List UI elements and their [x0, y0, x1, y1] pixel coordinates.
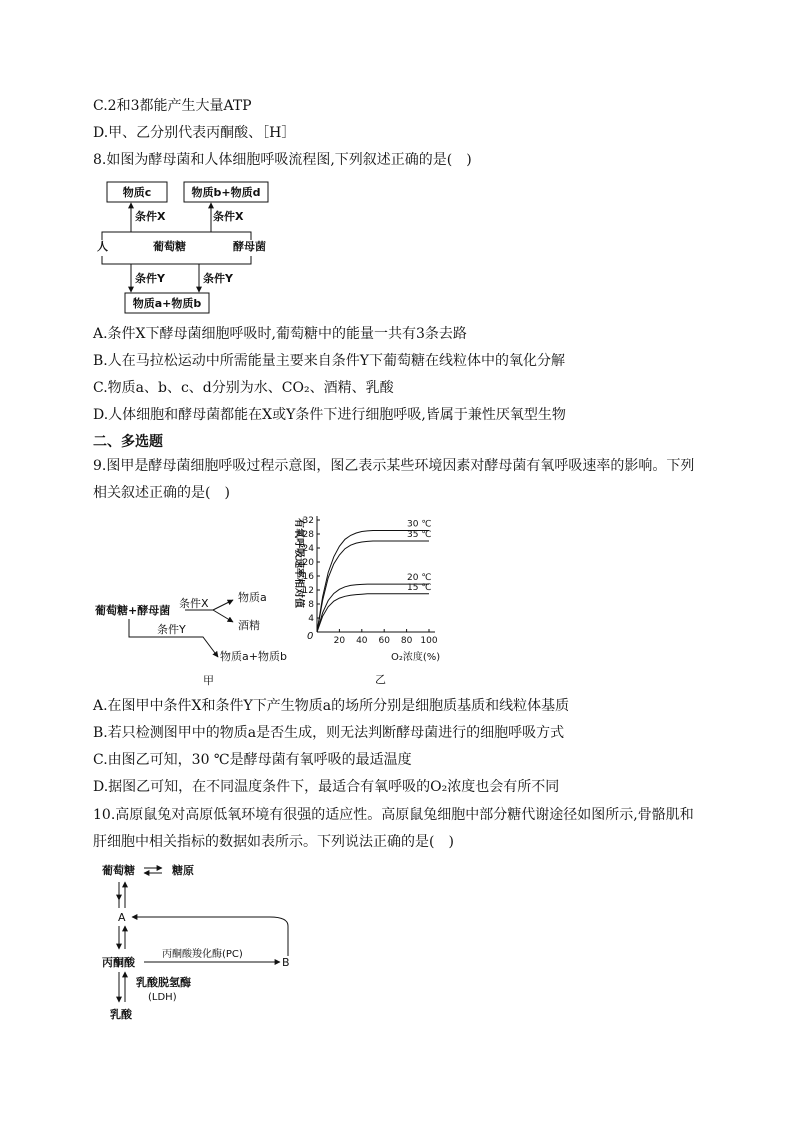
chart-xlabel: O₂浓度(%) — [391, 652, 441, 663]
label-lactate: 乳酸 — [110, 1008, 132, 1021]
question-8: 8.如图为酵母菌和人体细胞呼吸流程图,下列叙述正确的是( ) — [93, 152, 472, 168]
option-q8d: D.人体细胞和酵母菌都能在X或Y条件下进行细胞呼吸,皆属于兼性厌氧型生物 — [93, 407, 566, 423]
chart-y-tick-label: 16 — [302, 572, 314, 582]
chart-series-label-0: 30 ℃ — [407, 519, 432, 530]
label-b: B — [282, 956, 290, 969]
option-q7d: D.甲、乙分别代表丙酮酸、［H］ — [93, 125, 296, 141]
label-pc-enzyme: 丙酮酸羧化酶(PC) — [162, 949, 243, 960]
chart-y-tick-label: 28 — [302, 530, 314, 540]
figure-q9-jia — [93, 585, 303, 685]
label-substance-c: 物质c — [122, 186, 152, 199]
chart-y-tick-label: 4 — [308, 614, 314, 624]
label-glucose: 葡萄糖 — [102, 864, 135, 877]
label-glucose: 葡萄糖 — [153, 240, 186, 253]
label-a: A — [118, 911, 126, 924]
question-9-line2: 相关叙述正确的是( ) — [93, 485, 230, 501]
chart-y-tick-label: 8 — [308, 600, 314, 610]
option-q9a: A.在图甲中条件X和条件Y下产生物质a的场所分别是细胞质基质和线粒体基质 — [93, 698, 570, 714]
label-ldh: 乳酸脱氢酶 — [136, 976, 191, 989]
chart-x-tick-label: 40 — [356, 636, 368, 646]
option-q8a: A.条件X下酵母菌细胞呼吸时,葡萄糖中的能量一共有3条去路 — [93, 326, 467, 342]
option-q9b: B.若只检测图甲中的物质a是否生成，则无法判断酵母菌进行的细胞呼吸方式 — [93, 725, 565, 741]
caption-jia: 甲 — [203, 674, 214, 687]
label-cond-x-right: 条件X — [213, 210, 244, 223]
label-cond-x-left: 条件X — [135, 210, 166, 223]
chart-caption: 乙 — [375, 673, 386, 686]
label-substance-bd: 物质b+物质d — [191, 186, 261, 199]
question-9-line1: 9.图甲是酵母菌细胞呼吸过程示意图，图乙表示某些环境因素对酵母菌有氧呼吸速率的影响。下列 — [93, 458, 695, 474]
chart-series-label-2: 20 ℃ — [407, 573, 432, 584]
label-source: 葡萄糖+酵母菌 — [95, 604, 171, 617]
arrow-to-alcohol — [213, 610, 233, 622]
chart-series-line-3 — [317, 594, 429, 632]
figure-q9-yi-chart — [283, 508, 473, 688]
option-q9d: D.据图乙可知，在不同温度条件下，最适合有氧呼吸的O₂浓度也会有所不同 — [93, 779, 560, 795]
label-product-ab: 物质a+物质b — [220, 650, 287, 663]
question-10-line2: 肝细胞中相关指标的数据如表所示。下列说法正确的是( ) — [93, 834, 454, 850]
label-human: 人 — [97, 240, 108, 253]
chart-series-label-3: 15 ℃ — [407, 582, 432, 593]
option-q9c: C.由图乙可知，30 ℃是酵母菌有氧呼吸的最适温度 — [93, 752, 412, 768]
chart-ylabel: 有氧呼吸速率相对值 — [293, 518, 304, 608]
section-multi-choice: 二、多选题 — [93, 434, 163, 450]
label-yeast: 酵母菌 — [233, 240, 266, 253]
chart-x-tick-label: 100 — [420, 636, 438, 646]
option-q7c: C.2和3都能产生大量ATP — [93, 98, 252, 114]
figure-q10-pathway — [100, 860, 310, 1025]
label-cond-y-left: 条件Y — [135, 272, 165, 285]
chart-series-label-1: 35 ℃ — [407, 530, 432, 540]
chart-x-tick-label: 20 — [333, 636, 346, 646]
label-cond-y: 条件Y — [157, 623, 186, 636]
label-glycogen: 糖原 — [172, 864, 194, 877]
label-cond-x: 条件X — [179, 597, 209, 610]
chart-y-tick-label: 20 — [302, 558, 314, 568]
label-cond-y-right: 条件Y — [203, 272, 233, 285]
chart-y-tick-label: 12 — [302, 586, 314, 596]
chart-x-tick-label: 60 — [378, 636, 390, 646]
option-q8c: C.物质a、b、c、d分别为水、CO₂、酒精、乳酸 — [93, 380, 394, 396]
chart-y-tick-label: 24 — [302, 544, 314, 554]
label-substance-ab: 物质a+物质b — [132, 297, 202, 310]
chart-y-tick-label: 32 — [302, 516, 314, 526]
bracket-bottom — [102, 256, 251, 264]
option-q8b: B.人在马拉松运动中所需能量主要来自条件Y下葡萄糖在线粒体中的氧化分解 — [93, 353, 565, 369]
label-alcohol: 酒精 — [238, 619, 260, 632]
chart-origin-label: 0 — [307, 631, 314, 642]
label-ldh-abbr: (LDH) — [148, 992, 177, 1003]
chart-x-tick-label: 80 — [400, 636, 413, 646]
label-product-a: 物质a — [238, 591, 267, 604]
bracket-top — [102, 232, 251, 240]
arrow-to-a — [213, 600, 233, 610]
question-10-line1: 10.高原鼠兔对高原低氧环境有很强的适应性。高原鼠兔细胞中部分糖代谢途径如图所示,骨骼肌和 — [93, 807, 694, 823]
label-pyruvate: 丙酮酸 — [102, 956, 135, 969]
figure-q8-flowchart — [93, 178, 293, 318]
